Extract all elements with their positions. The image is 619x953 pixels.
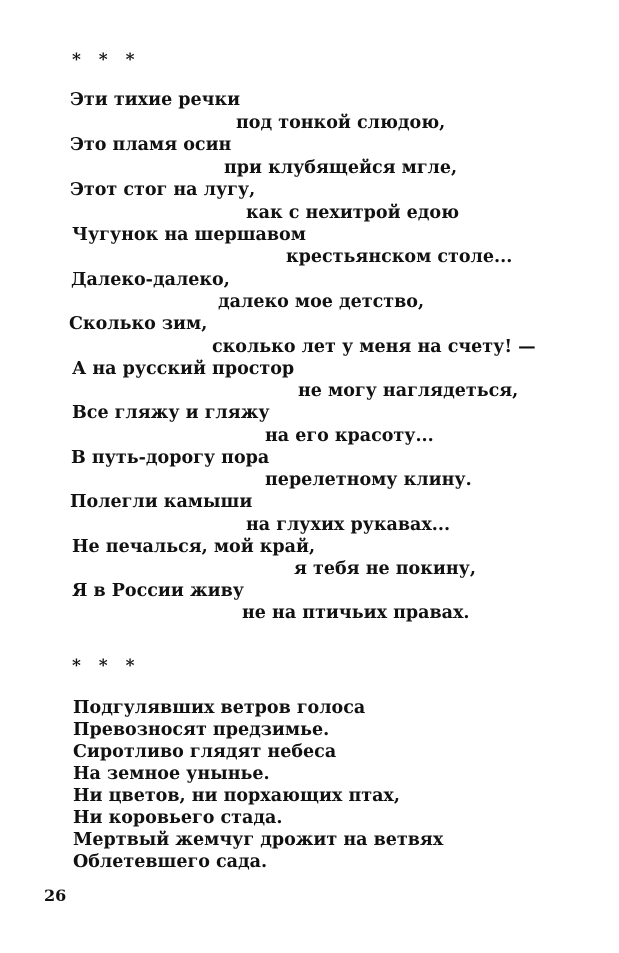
- poem1-line-12: сколько лет у меня на счету! —: [212, 337, 536, 357]
- poem1-line-10: далеко мое детство,: [218, 292, 425, 312]
- poem1-line-14: не могу наглядеться,: [298, 381, 519, 401]
- poem1-line-2: под тонкой слюдою,: [236, 113, 446, 133]
- poem1-line-24: не на птичьих правах.: [242, 603, 470, 623]
- poem1-line-8: крестьянском столе...: [286, 247, 513, 267]
- poem2-line-1: Подгулявших ветров голоса: [73, 698, 366, 718]
- poem1-line-23: Я в России живу: [72, 581, 244, 601]
- poem1-line-16: на его красоту...: [265, 426, 434, 446]
- poem2-separator: * * *: [72, 656, 141, 676]
- poem1-line-6: как с нехитрой едою: [246, 203, 460, 223]
- poem1-line-11: Сколько зим,: [69, 314, 208, 334]
- poem1-line-17: В путь-дорогу пора: [71, 448, 270, 468]
- poem1-line-9: Далеко-далеко,: [71, 270, 230, 290]
- poem1-line-21: Не печалься, мой край,: [72, 537, 316, 557]
- poem2-line-3: Сиротливо глядят небеса: [73, 742, 337, 762]
- poem1-line-18: перелетному клину.: [265, 470, 472, 490]
- poem2-line-2: Превозносят предзимье.: [73, 720, 330, 740]
- poem1-line-20: на глухих рукавах...: [246, 515, 451, 535]
- poem2-line-4: На земное унынье.: [73, 764, 270, 784]
- poem1-separator: * * *: [72, 50, 141, 70]
- poem1-line-1: Эти тихие речки: [70, 90, 241, 110]
- poem2-line-6: Ни коровьего стада.: [73, 808, 283, 828]
- poem1-line-22: я тебя не покину,: [294, 559, 476, 579]
- poem1-line-15: Все гляжу и гляжу: [72, 403, 270, 423]
- poem1-line-3: Это пламя осин: [70, 135, 232, 155]
- poem1-line-19: Полегли камыши: [70, 492, 253, 512]
- poem2-line-7: Мертвый жемчуг дрожит на ветвях: [73, 830, 444, 850]
- poem1-line-4: при клубящейся мгле,: [224, 158, 458, 178]
- poem2-line-8: Облетевшего сада.: [73, 852, 268, 872]
- poem2-line-5: Ни цветов, ни порхающих птах,: [73, 786, 400, 806]
- page-number: 26: [44, 886, 67, 905]
- poem1-line-5: Этот стог на лугу,: [70, 180, 256, 200]
- poem1-line-7: Чугунок на шершавом: [72, 225, 306, 245]
- poem1-line-13: А на русский простор: [72, 359, 295, 379]
